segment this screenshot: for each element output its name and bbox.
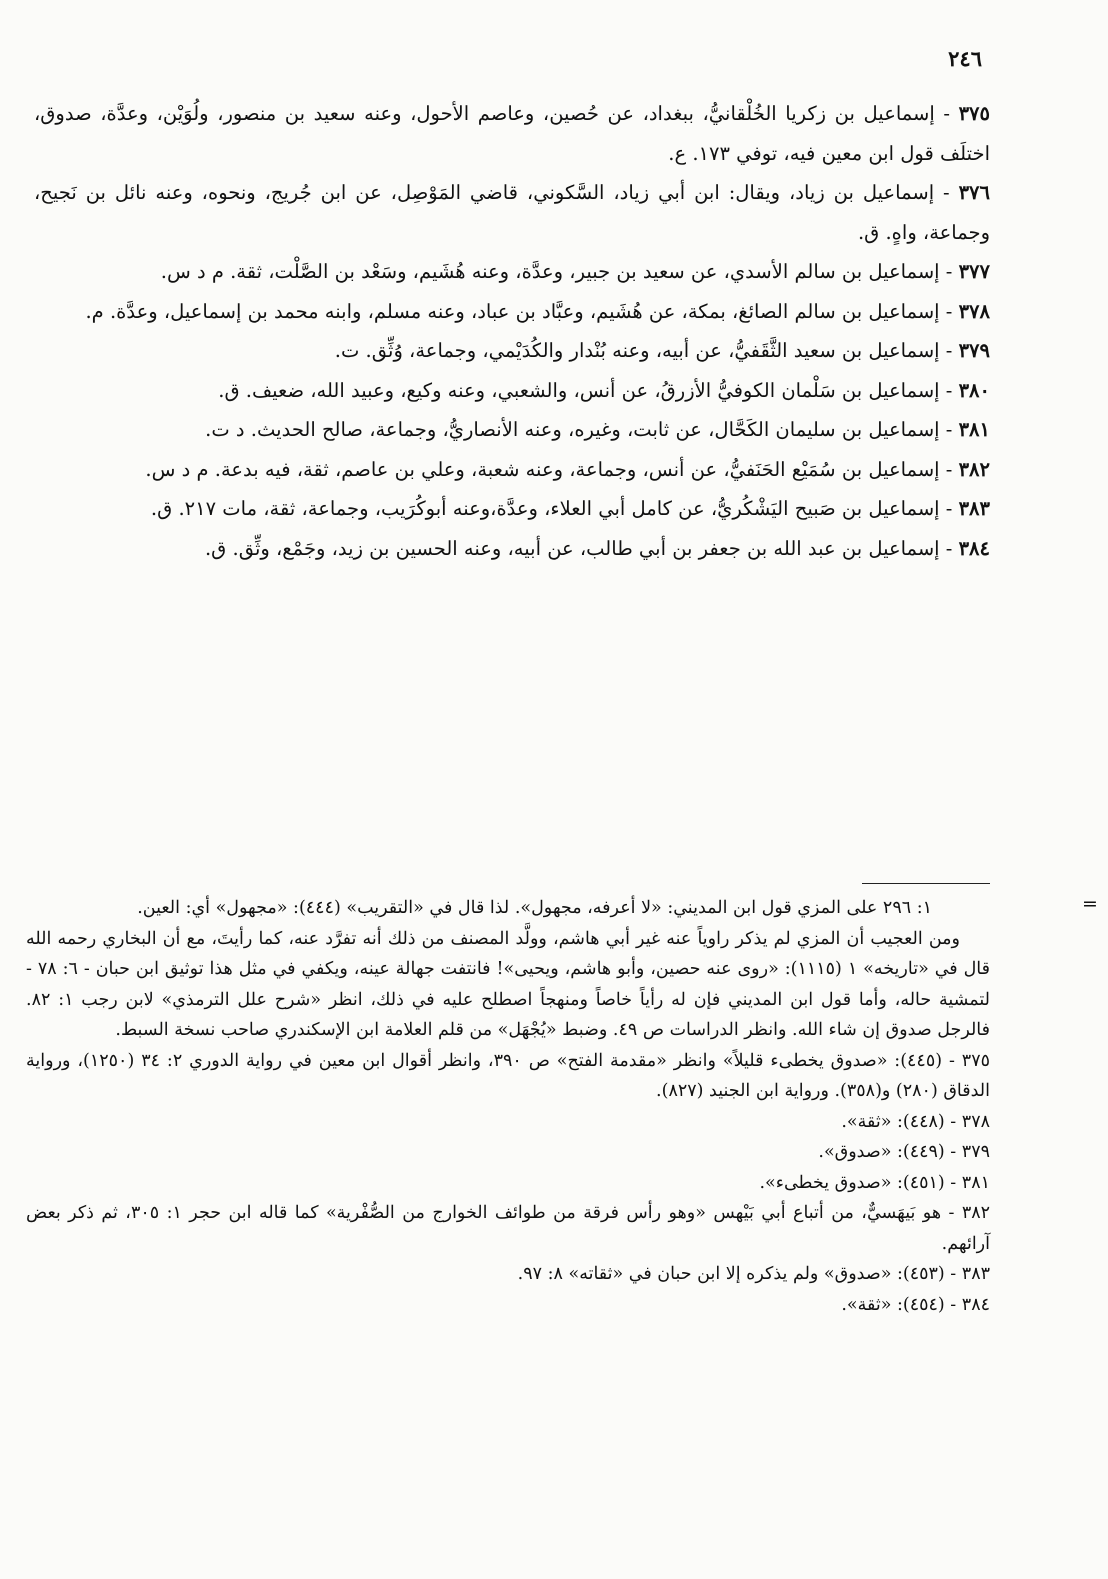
entry (34, 529, 990, 569)
footnote-text: ومن العجيب أن المزي لم يذكر راوياً عنه غير أبي هاشم، وولَّد المصنف من ذلك أنه تفرَّد عنه، كما رأيتَ، مع أن البخاري رحمه الله قال في «تاريخه» ١ (١١١٥): «روى عنه حصين، وأبو هاشم، ويحيى»! فانتفت جهالة عينه، ويكفي في مثل هذا توثيق ابن حبان - ٦: ٧٨ - لتمشية حاله، وأما قول ابن المديني فإن له رأياً خاصاً ومنهجاً اصطلح عليه في ذلك، انظر «شرح علل الترمذي» لابن رجب ١: ٨٢. فالرجل صدوق إن شاء الله. وانظر الدراسات ص ٤٩. وضبط «يُجْهَل» من قلم العلامة ابن الإسكندري صاحب نسخة السبط. (26, 928, 991, 1040)
entry-text: - إسماعيل بن سَلْمان الكوفيُّ الأزرقُ، عن أنس، والشعبي، وعنه وكيع، وعبيد الله، ضعيف. ق. (218, 378, 953, 402)
entry-number: ٣٧٩ (958, 339, 990, 362)
entry-text: - إسماعيل بن زياد، ويقال: ابن أبي زياد، السَّكوني، قاضي المَوْصِل، عن ابن جُريج، ونحوه، وعنه نائل بن نَجيح، وجماعة، واهٍ. ق. (34, 181, 990, 244)
footnote (26, 893, 990, 924)
entry (34, 489, 990, 529)
entries-list (34, 94, 990, 568)
footnote (26, 1198, 990, 1259)
entry-text: - إسماعيل بن سُمَيْع الحَنَفيُّ، عن أنس، وجماعة، وعنه شعبة، وعلي بن عاصم، ثقة، فيه بدعة. م د س. (145, 457, 953, 481)
footnote-text: ٣٧٥ - (٤٤٥): «صدوق يخطىء قليلاً» وانظر «مقدمة الفتح» ص ٣٩٠، وانظر أقوال ابن معين في رواية الدوري ٢: ٣٤ (١٢٥٠)، ورواية الدقاق (٢٨٠) و(٣٥٨). ورواية ابن الجنيد (٨٢٧). (26, 1050, 990, 1101)
footnote (26, 1107, 990, 1138)
entry-text: - إسماعيل بن صَبيح اليَشْكُريُّ، عن كامل أبي العلاء، وعدَّة،وعنه أبوكُرَيب، وجماعة، ثقة، مات ٢١٧. ق. (150, 497, 953, 520)
entry-number: ٣٨٣ (958, 497, 990, 520)
footnote-text: ٣٨١ - (٤٥١): «صدوق يخطىء». (759, 1172, 990, 1193)
entry-number: ٣٨١ (958, 418, 990, 441)
footnote (26, 1290, 990, 1321)
entry (34, 410, 990, 450)
entry-number: ٣٧٨ (958, 299, 990, 323)
entry (34, 173, 990, 252)
footnote (26, 1168, 990, 1199)
entry (34, 292, 990, 332)
page-number: ٢٤٦ (948, 46, 982, 71)
entry-text: - إسماعيل بن سالم الصائغ، بمكة، عن هُشَيم، وعبَّاد بن عباد، وعنه مسلم، وابنه محمد بن إسماعيل، وعدَّة. م. (85, 299, 953, 323)
footnote-paragraph (26, 924, 990, 1046)
footnote-text: ٣٧٨ - (٤٤٨): «ثقة». (841, 1111, 990, 1132)
entry (34, 371, 990, 411)
footnote-text: ١: ٢٩٦ على المزي قول ابن المديني: «لا أعرفه، مجهول». لذا قال في «التقريب» (٤٤٤): «مجهول» أي: العين. (137, 898, 932, 918)
footnote-text: ٣٨٤ - (٤٥٤): «ثقة». (841, 1294, 990, 1315)
footnote (26, 1046, 990, 1107)
entry-text: - إسماعيل بن عبد الله بن جعفر بن أبي طالب، عن أبيه، وعنه الحسين بن زيد، وجَمْع، وثِّق. ق. (204, 536, 953, 560)
entry-text: - إسماعيل بن سعيد الثَّقَفيُّ، عن أبيه، وعنه بُنْدار والكُدَيْمي، وجماعة، وُثِّق. ت. (334, 339, 953, 362)
entry-text: - إسماعيل بن سالم الأسدي، عن سعيد بن جبير، وعدَّة، وعنه هُشَيم، وسَعْد بن الصَّلْت، ثقة. م د س. (160, 260, 953, 283)
entry-number: ٣٨٤ (958, 536, 990, 560)
entry-text: - إسماعيل بن سليمان الكَحَّال، عن ثابت، وغيره، وعنه الأنصاريُّ، وجماعة، صالح الحديث. د ت. (205, 418, 953, 441)
entry (34, 331, 990, 371)
footnote (26, 1259, 990, 1290)
footnote-text: ٣٨٣ - (٤٥٣): «صدوق» ولم يذكره إلا ابن حبان في «ثقاته» ٨: ٩٧. (517, 1264, 990, 1284)
footnote-divider (862, 883, 990, 884)
entry-number: ٣٨٢ (958, 457, 990, 481)
footnote-continuation-marker: = (1082, 893, 1098, 915)
footnote-text: ٣٧٩ - (٤٤٩): «صدوق». (818, 1142, 990, 1162)
entry-number: ٣٧٧ (958, 260, 990, 283)
footnote (26, 1137, 990, 1168)
entry-number: ٣٨٠ (958, 378, 990, 402)
footnotes-section (26, 893, 990, 1320)
entry (34, 94, 990, 173)
entry-text: - إسماعيل بن زكريا الخُلْقانيُّ، ببغداد، عن حُصين، وعاصم الأحول، وعنه سعيد بن منصور، ولُوَيْن، وعدَّة، صدوق، اختلَف قول ابن معين فيه، توفي ١٧٣. ع. (34, 102, 990, 165)
entry-number: ٣٧٦ (958, 181, 990, 204)
entry (34, 450, 990, 490)
footnote-text: ٣٨٢ - هو بَيهَسيٌّ، من أتباع أبي بَيْهس «وهو رأس فرقة من طوائف الخوارج من الصُّفْرية» كما قاله ابن حجر ١: ٣٠٥، ثم ذكر بعض آرائهم. (26, 1203, 991, 1254)
entry (34, 252, 990, 292)
entry-number: ٣٧٥ (958, 102, 990, 125)
